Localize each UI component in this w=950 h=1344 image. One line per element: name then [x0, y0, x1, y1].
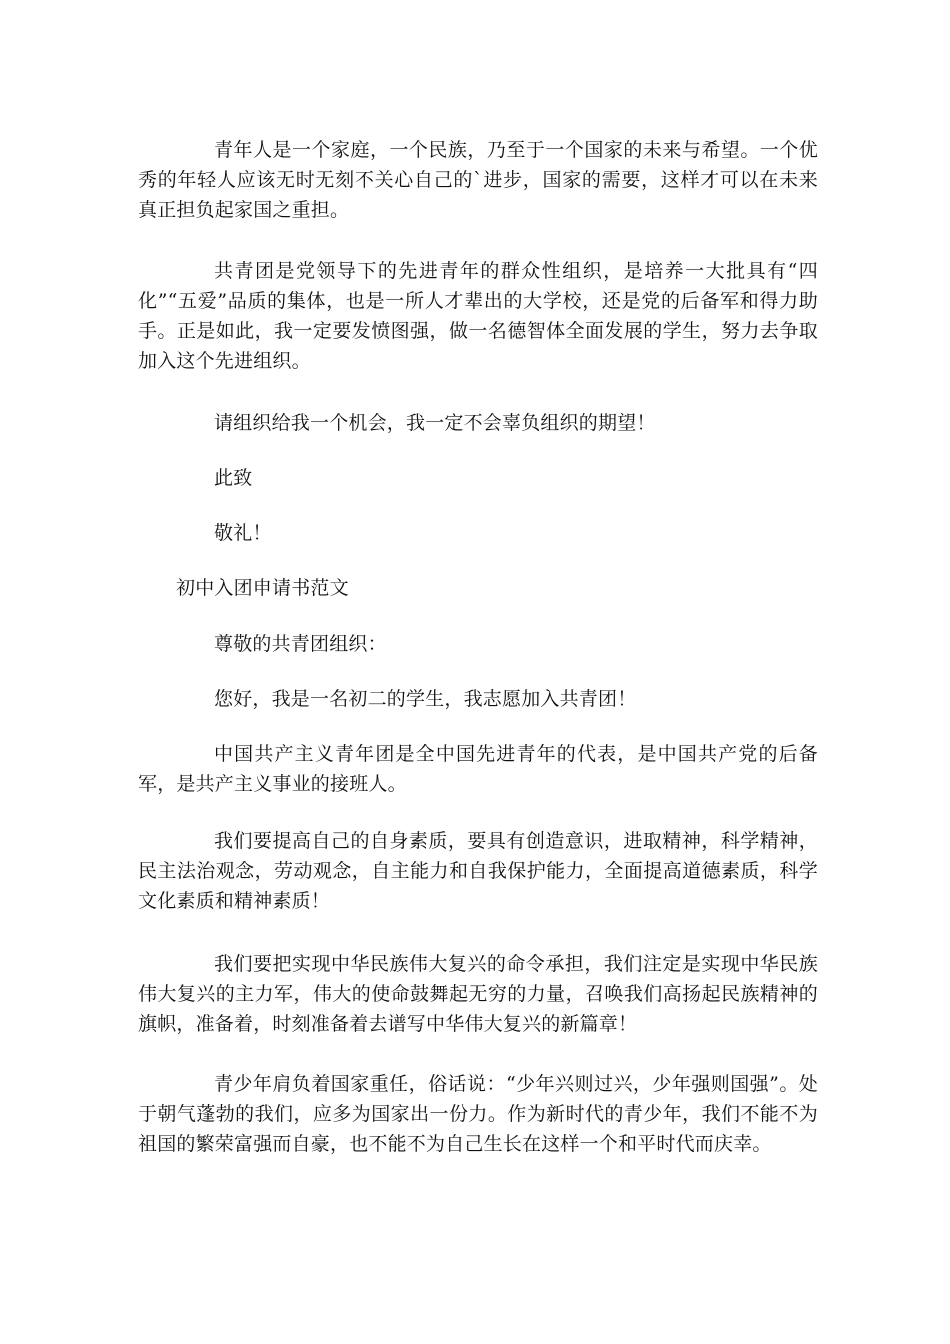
closing-line-2: 敬礼！ — [214, 522, 272, 544]
paragraph-youth-responsibility: 青少年肩负着国家重任，俗话说：“少年兴则过兴，少年强则国强”。处于朝气蓬勃的我们，应多为国家出一份力。作为新时代的青少年，我们不能不为祖国的繁荣富强而自豪，也不能不为自己生长在这样一个和平时代而庆幸。 — [138, 1073, 818, 1155]
paragraph-league-definition: 中国共产主义青年团是全中国先进青年的代表，是中国共产党的后备军，是共产主义事业的接班人。 — [138, 743, 818, 795]
greeting: 您好，我是一名初二的学生，我志愿加入共青团！ — [214, 688, 637, 710]
paragraph-improve-quality: 我们要提高自己的自身素质，要具有创造意识，进取精神，科学精神，民主法治观念，劳动观念，自主能力和自我保护能力，全面提高道德素质，科学文化素质和精神素质！ — [138, 830, 818, 912]
section-title: 初中入团申请书范文 — [176, 577, 349, 599]
paragraph-future-hope: 青年人是一个家庭，一个民族，乃至于一个国家的未来与希望。一个优秀的年轻人应该无时无刻不关心自己的`进步，国家的需要，这样才可以在未来真正担负起家国之重担。 — [138, 139, 818, 221]
paragraph-youth-league-intro: 共青团是党领导下的先进青年的群众性组织，是培养一大批具有“四化”“五爱”品质的集体，也是一所人才辈出的大学校，还是党的后备军和得力助手。正是如此，我一定要发愤图强，做一名德智体全面发展的学生，努力去争取加入这个先进组织。 — [138, 260, 818, 372]
paragraph-national-rejuvenation: 我们要把实现中华民族伟大复兴的命令承担，我们注定是实现中华民族伟大复兴的主力军，伟大的使命鼓舞起无穷的力量，召唤我们高扬起民族精神的旗帜，准备着，时刻准备着去谱写中华伟大复兴的新篇章！ — [138, 953, 818, 1035]
salutation: 尊敬的共青团组织： — [214, 633, 387, 655]
closing-line-1: 此致 — [214, 467, 253, 489]
paragraph-request-opportunity: 请组织给我一个机会，我一定不会辜负组织的期望！ — [214, 412, 656, 434]
